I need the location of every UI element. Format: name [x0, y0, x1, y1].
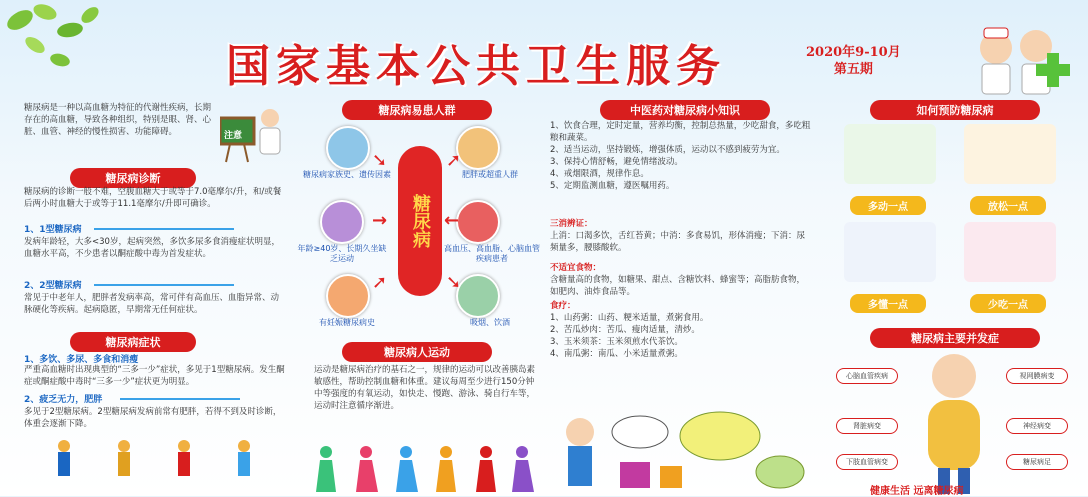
risk-image-smoking [456, 274, 500, 318]
exercise-text: 运动是糖尿病治疗的基石之一，规律的运动可以改善胰岛素敏感性，帮助控制血糖和体重。建议每周至少进行150分钟中等强度的有氧运动，如快走、慢跑、游泳、骑自行车等，运动时注意循序渐进。 [314, 365, 536, 411]
type1-text: 发病年龄轻，大多<30岁，起病突然，多饮多尿多食消瘦症状明显，血糖水平高，不少患者以酮症酸中毒为首发症状。 [24, 237, 280, 259]
complication-label: 肾脏病变 [836, 418, 898, 434]
risk-image-pregnancy [326, 274, 370, 318]
recipe-title: 食疗： [550, 301, 576, 311]
arrow-icon: ➘ [372, 150, 388, 171]
tcm-text: 上消：口渴多饮，舌红苔黄；中消：多食易饥，形体消瘦；下消：尿频量多，腰膝酸软。 [550, 231, 806, 253]
section-diagnosis-title: 糖尿病诊断 [70, 168, 196, 188]
risk-label: 高血压、高血脂、心脑血管疾病患者 [444, 244, 540, 263]
diagnosis-text: 糖尿病的诊断一般不难，空腹血糖大于或等于7.0毫摩尔/升，和/或餐后两小时血糖大于或等于11.1毫摩尔/升即可确诊。 [24, 187, 282, 209]
complication-label: 视网膜病变 [1006, 368, 1068, 384]
risk-label: 糖尿病家族史、遗传因素 [303, 170, 391, 179]
type2-title: 2、2型糖尿病 [24, 281, 82, 291]
column-tcm-knowledge [550, 96, 818, 496]
prevent-label: 多动一点 [850, 196, 926, 215]
prevent-image-exercise [844, 124, 936, 184]
risk-label: 肥胖或超重人群 [462, 170, 518, 179]
food-cartoon-icon [550, 402, 812, 496]
divider-line [94, 228, 234, 230]
risk-image-family [326, 126, 370, 170]
issue-date: 2020年9-10月 [806, 45, 901, 60]
arrow-icon: → [372, 210, 388, 231]
complication-label: 心脑血管疾病 [836, 368, 898, 384]
tcm-title: 三消辨证： [550, 219, 593, 229]
divider-line [120, 398, 240, 400]
column-diagnosis [24, 96, 290, 496]
symptom1-text: 严重高血糖时出现典型的“三多一少”症状，多见于1型糖尿病。发生酮症或酮症酸中毒时“三多一少”症状更为明显。 [24, 365, 285, 387]
type1-title: 1、1型糖尿病 [24, 225, 82, 235]
recipe-text: 1、山药粥：山药、粳米适量，煮粥食用。 2、苦瓜炒肉：苦瓜、瘦肉适量，清炒。 3、玉米须茶：玉米须煎水代茶饮。 4、南瓜粥：南瓜、小米适量煮粥。 [550, 313, 709, 359]
issue-number: 第五期 [833, 62, 873, 77]
prevent-label: 少吃一点 [970, 294, 1046, 313]
exercise-figures-icon [44, 436, 284, 496]
prevent-image-relax [964, 124, 1056, 184]
sports-silhouettes-icon [306, 444, 542, 496]
prevent-label: 多懂一点 [850, 294, 926, 313]
symptom2-title: 2、疲乏无力，肥胖 [24, 395, 103, 405]
prevent-image-learn [844, 222, 936, 282]
section-symptoms-title: 糖尿病症状 [70, 332, 196, 352]
symptom1-title: 1、多饮、多尿、多食和消瘦 [24, 355, 139, 365]
section-prevent-title: 如何预防糖尿病 [870, 100, 1040, 120]
diet-text: 含糖量高的食物，如糖果、甜点、含糖饮料、蜂蜜等；高脂肪食物，如肥肉、油炸食品等。 [550, 275, 806, 297]
prevent-image-eat-less [964, 222, 1056, 282]
intro-text: 糖尿病是一种以高血糖为特征的代谢性疾病，长期存在的高血糖，导致各种组织，特别是眼、肾、心脏、血管、神经的慢性损害、功能障碍。 [24, 103, 212, 137]
bottom-slogan: 健康生活 远离糖尿病 [870, 486, 964, 497]
complication-label: 下肢血管病变 [836, 454, 898, 470]
diet-title: 不适宜食物： [550, 263, 602, 273]
risk-label: 有妊娠糖尿病史 [319, 318, 375, 327]
type2-text: 常见于中老年人，肥胖者发病率高，常可伴有高血压、血脂异常、动脉硬化等疾病。起病隐匿，早期常无任何症状。 [24, 293, 280, 315]
arrow-icon: ← [444, 210, 460, 231]
knowledge-text: 1、饮食合理，定时定量，营养均衡，控制总热量，少吃甜食，多吃粗粮和蔬菜。 2、适当运动，坚持锻炼，增强体质，运动以不感到疲劳为宜。 3、保持心情舒畅，避免情绪波动。 4、戒烟限酒，规律作息。 5、定期监测血糖，遵医嘱用药。 [550, 121, 811, 191]
complication-label: 神经病变 [1006, 418, 1068, 434]
section-risk-title: 糖尿病易患人群 [342, 100, 492, 120]
teacher-cartoon-icon [220, 104, 284, 164]
center-diabetes-label: 糖尿病 [398, 146, 442, 296]
arrow-icon: ➘ [446, 272, 462, 293]
divider-line [94, 284, 234, 286]
section-complications-title: 糖尿病主要并发症 [870, 328, 1040, 348]
issue-info [806, 44, 901, 78]
column-risk-groups [297, 96, 542, 496]
arrow-icon: ➚ [372, 272, 388, 293]
leaves-decoration [0, 0, 120, 90]
arrow-icon: ➚ [446, 150, 462, 171]
column-prevention [830, 96, 1080, 496]
complication-label: 糖尿病足 [1006, 454, 1068, 470]
risk-label: 年龄≥40岁、长期久坐缺乏运动 [297, 244, 387, 263]
risk-image-obesity [456, 126, 500, 170]
prevent-label: 放松一点 [970, 196, 1046, 215]
symptom2-text: 多见于2型糖尿病。2型糖尿病发病前常有肥胖，若得不到及时诊断，体重会逐渐下降。 [24, 407, 282, 429]
page-title: 国家基本公共卫生服务 [226, 41, 726, 92]
risk-label: 吸烟、饮酒 [470, 318, 510, 327]
doctor-cartoon-icon [966, 20, 1076, 100]
section-knowledge-title: 中医药对糖尿病小知识 [600, 100, 770, 120]
risk-image-age [320, 200, 364, 244]
patient-cartoon-icon [914, 350, 994, 496]
badge-label: 注意 [224, 131, 243, 141]
risk-image-heart [456, 200, 500, 244]
section-exercise-title: 糖尿病人运动 [342, 342, 492, 362]
